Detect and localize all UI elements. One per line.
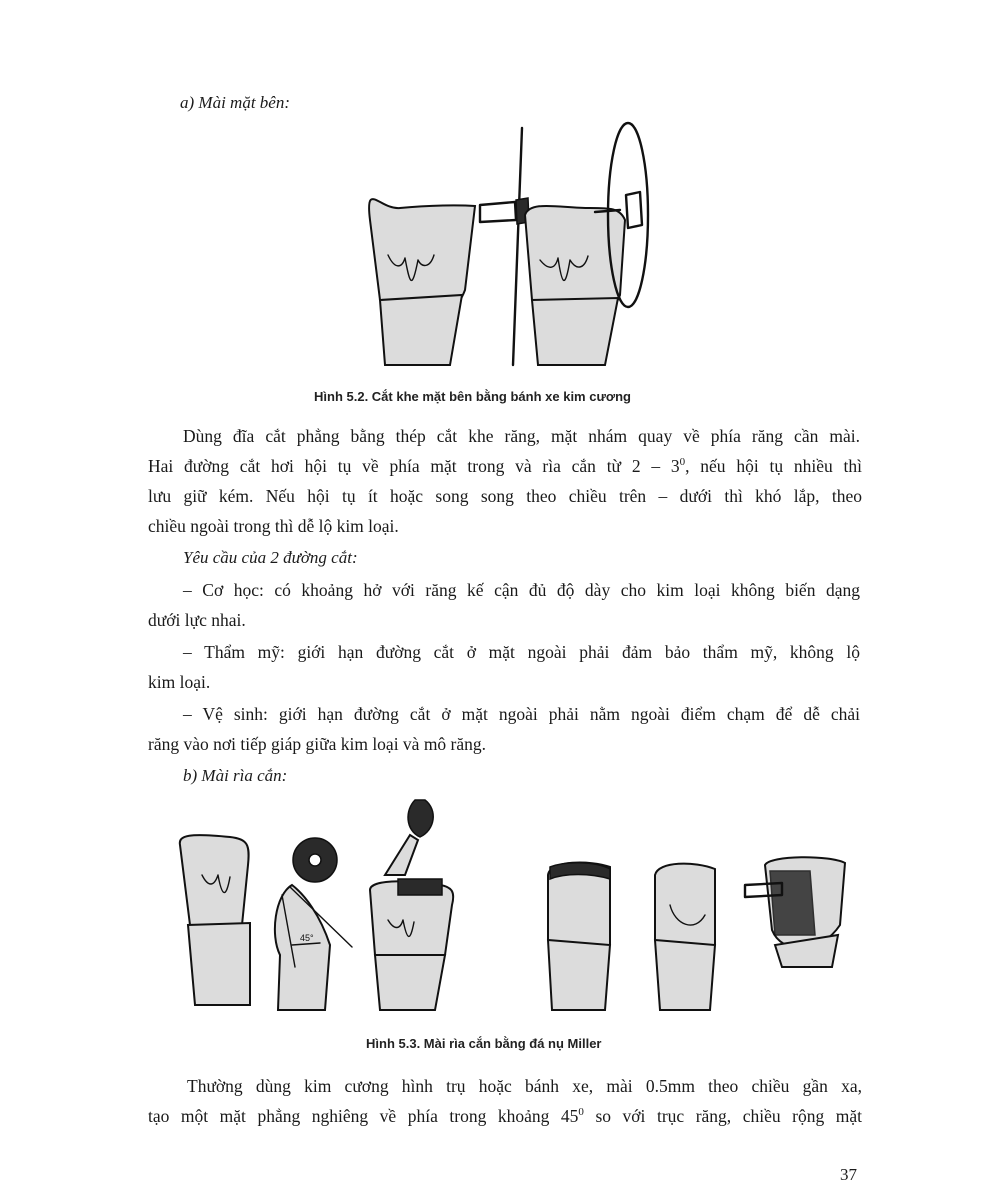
figure-5-2-caption: Hình 5.2. Cắt khe mặt bên bằng bánh xe kim cương <box>314 389 631 404</box>
paragraph-2-line-2-start: tạo một mặt phẳng nghiêng về phía trong khoảng 45 <box>148 1106 579 1126</box>
paragraph-2-line-2 <box>148 1106 862 1127</box>
paragraph-2-line-2-end: so với trục răng, chiều rộng mặt <box>583 1106 862 1126</box>
requirement-2-line-1: – Thẩm mỹ: giới hạn đường cắt ở mặt ngoài phải đảm bảo thẩm mỹ, không lộ <box>183 642 860 662</box>
flame-bur <box>408 800 433 837</box>
paragraph-1-line-4: chiều ngoài trong thì dễ lộ kim loại. <box>148 516 399 536</box>
section-b-heading: b) Mài rìa cắn: <box>183 766 288 785</box>
requirements-heading: Yêu cầu của 2 đường cắt: <box>183 548 358 567</box>
requirement-3-line-2: răng vào nơi tiếp giáp giữa kim loại và mô răng. <box>148 734 487 754</box>
requirement-3-line-1: – Vệ sinh: giới hạn đường cắt ở mặt ngoài phải nằm ngoài điểm chạm để dễ chải <box>183 704 860 724</box>
paragraph-1-line-2-end: , nếu hội tụ nhiều thì <box>685 456 862 476</box>
paragraph-1-line-2-text: Hai đường cắt hơi hội tụ về phía mặt trong và rìa cắn từ 2 – 3 <box>148 456 680 476</box>
page-number: 37 <box>840 1165 857 1184</box>
figure-5-3-caption: Hình 5.3. Mài rìa cắn bằng đá nụ Miller <box>366 1036 602 1051</box>
paragraph-2-line-1: Thường dùng kim cương hình trụ hoặc bánh xe, mài 0.5mm theo chiều gần xa, <box>187 1076 862 1096</box>
cutting-disc <box>513 128 522 365</box>
requirement-2-line-2: kim loại. <box>148 672 211 692</box>
requirement-1-line-2: dưới lực nhai. <box>148 610 246 630</box>
paragraph-1-line-2 <box>148 456 862 477</box>
paragraph-2-superscript: 0 <box>578 1106 584 1119</box>
paragraph-1-superscript: 0 <box>679 456 686 469</box>
figure-5-2-illustration <box>340 120 670 370</box>
section-a-heading: a) Mài mặt bên: <box>180 93 291 112</box>
angle-label: 45° <box>300 933 314 943</box>
requirement-1-line-1: – Cơ học: có khoảng hở với răng kế cận đủ độ dày cho kim loại không biến dạng <box>183 580 860 600</box>
paragraph-1-line-1: Dùng đĩa cắt phẳng bằng thép cắt khe răng, mặt nhám quay về phía răng cần mài. <box>183 426 860 446</box>
disc-mandrel <box>480 202 516 222</box>
paragraph-1-line-3: lưu giữ kém. Nếu hội tụ ít hoặc song song theo chiều trên – dưới thì khó lắp, theo <box>148 486 862 506</box>
figure-5-3-illustration <box>170 795 850 1015</box>
